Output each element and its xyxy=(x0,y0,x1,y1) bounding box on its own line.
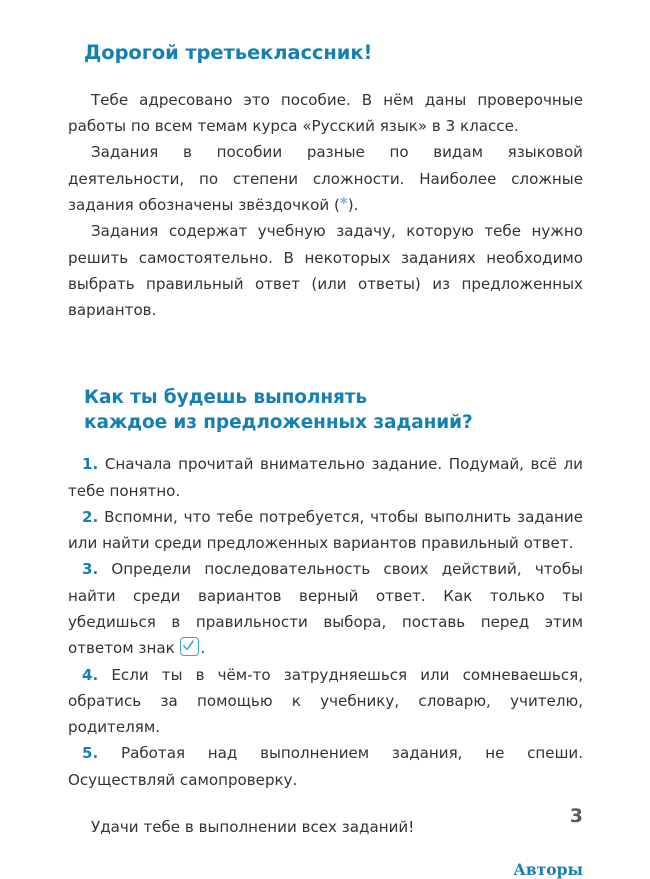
intro-paragraph-2 xyxy=(68,139,583,218)
step-number-1: 1. xyxy=(82,455,99,474)
step-number-3: 3. xyxy=(82,560,99,579)
intro-paragraph-2-text-before: Задания в пособии разные по видам языковой деятельности, по степени сложности. Наиболее сложные задания обозначены звёздочкой ( xyxy=(68,143,583,214)
page-title: Дорогой третьеклассник! xyxy=(84,41,373,64)
step-text-3-after: . xyxy=(200,639,206,658)
page-content xyxy=(68,40,583,879)
step-number-4: 4. xyxy=(82,665,99,684)
section-title-line-2: каждое из предложенных заданий? xyxy=(84,411,473,433)
step-item-2 xyxy=(68,504,583,557)
section-spacer xyxy=(68,323,583,386)
step-text-4: Если ты в чём-то затрудняешься или сомневаешься, обратись за помощью к учебнику, словарю, учителю, родителям. xyxy=(68,665,583,737)
closing-spacer xyxy=(68,793,583,814)
section-title xyxy=(68,386,583,435)
steps-list xyxy=(68,451,583,793)
closing-wish: Удачи тебе в выполнении всех заданий! xyxy=(91,818,415,837)
asterisk-icon: * xyxy=(339,193,348,212)
step-text-2: Вспомни, что тебе потребуется, чтобы выполнить задание или найти среди предложенных вариантов правильный ответ. xyxy=(68,507,583,553)
step-number-5: 5. xyxy=(82,744,99,763)
step-text-1: Сначала прочитай внимательно задание. Подумай, всё ли тебе понятно. xyxy=(68,455,583,500)
authors-signature: Авторы xyxy=(513,860,583,879)
step-number-2: 2. xyxy=(82,507,99,526)
step-item-1 xyxy=(68,451,583,504)
page-number: 3 xyxy=(569,805,583,827)
step-item-5 xyxy=(68,740,583,793)
checked-checkbox-icon xyxy=(180,637,199,656)
step-text-3-before: Определи последовательность своих действий, чтобы найти среди вариантов верный ответ. Как только ты убедишься в правильности выбора, поставь перед этим ответом знак xyxy=(68,560,583,658)
step-item-3 xyxy=(68,556,583,661)
intro-paragraph-3: Задания содержат учебную задачу, которую тебе нужно решить самостоятельно. В некоторых заданиях необходимо выбрать правильный ответ (или ответы) из предложенных вариантов. xyxy=(68,222,583,320)
section-title-line-1: Как ты будешь выполнять xyxy=(84,387,368,409)
intro-paragraph-2-text-after: ). xyxy=(347,195,359,214)
step-item-4 xyxy=(68,662,583,741)
intro-paragraph-1: Тебе адресовано это пособие. В нём даны проверочные работы по всем темам курса «Русский язык» в 3 классе. xyxy=(68,90,583,136)
step-text-5: Работая над выполнением задания, не спеши. Осуществляй самопроверку. xyxy=(68,744,583,789)
